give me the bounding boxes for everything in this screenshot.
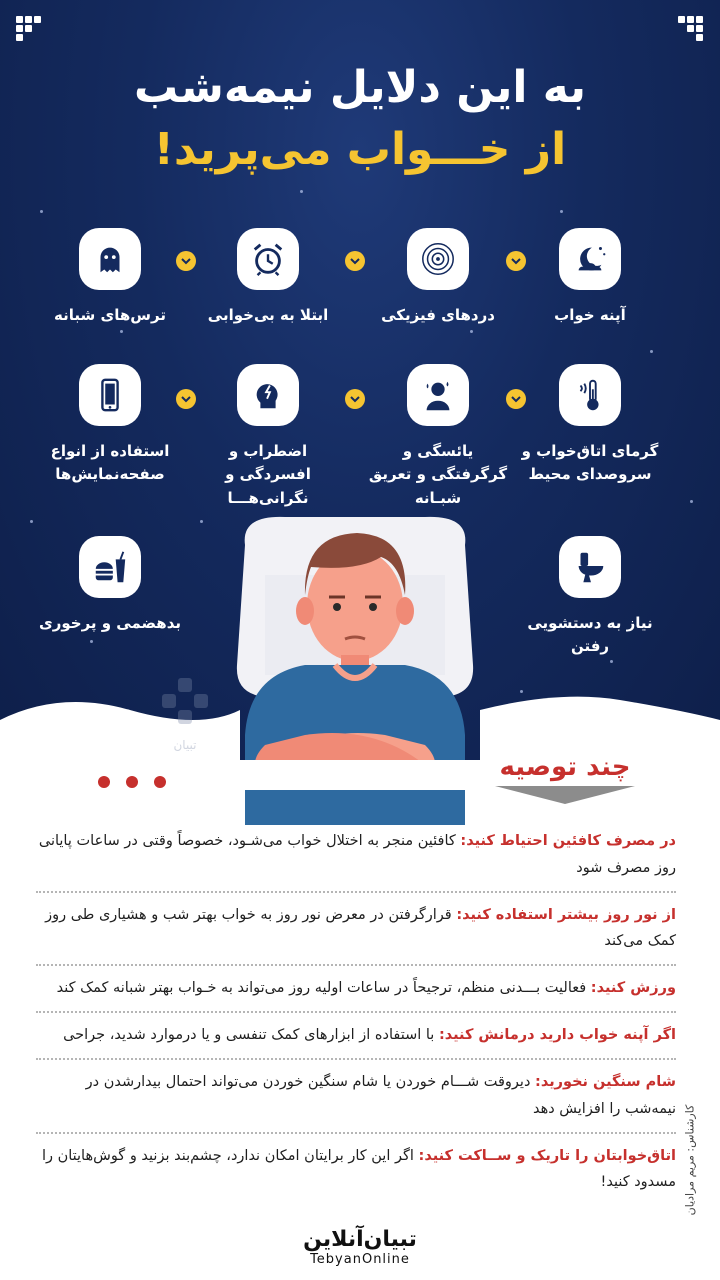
recommendation-item: ورزش کنید: فعالیت بـــدنی منظم، ترجیحاً در ساعات اولیه روز می‌تواند به خـواب بهتر شبانه کمک کند xyxy=(36,975,676,1013)
cause-screens xyxy=(35,364,185,487)
recommendation-item: اگر آپنه خواب دارید درمانش کنید: با استفاده از ابزارهای کمک تنفسی و یا درموارد شدید، جراحی xyxy=(36,1022,676,1060)
recommendations-title xyxy=(480,752,650,804)
cause-room-heat-noise xyxy=(515,364,665,487)
tebyan-watermark xyxy=(160,676,210,752)
cause-label: بدهضمی و پرخوری xyxy=(38,614,182,632)
anxious-head-icon xyxy=(237,364,299,426)
recommendation-item: اتاق‌خوابتان را تاریک و ســاکت کنید: اگر این کار برایتان امکان ندارد، چشم‌بند بزنید و گوش‌هایتان را مسدود کنید! xyxy=(41,1147,676,1191)
chevron-down-icon xyxy=(506,251,526,271)
recommendation-item: شام سنگین نخورید: دیروقت شـــام خوردن یا شام سنگین خوردن می‌تواند احتمال بیدارشدن در نیمه‌شب را افزایش دهد xyxy=(36,1069,676,1134)
pain-waves-icon xyxy=(407,228,469,290)
cause-label: دردهای فیزیکی xyxy=(381,306,495,324)
title-line-1: به این دلایل نیمه‌شب xyxy=(133,62,586,113)
cause-label: آپنه خواب xyxy=(554,306,626,324)
chevron-down-icon xyxy=(176,251,196,271)
chevron-down-icon xyxy=(176,389,196,409)
cause-label: استفاده از انواع صفحه‌نمایش‌ها xyxy=(50,442,170,484)
cause-label: گرمای اتاق‌خواب و سروصدای محیط xyxy=(521,442,659,484)
thermometer-icon xyxy=(559,364,621,426)
recommendations-title-text: چند توصیه xyxy=(499,752,631,782)
credit xyxy=(680,1080,700,1240)
cause-label: ترس‌های شبانه xyxy=(54,306,166,324)
sweating-person-icon xyxy=(407,364,469,426)
alarm-clock-icon xyxy=(237,228,299,290)
brand-logo xyxy=(0,1228,720,1267)
cause-label: یائسگی و گرگرفتگی و تعریق شبـانه xyxy=(368,442,508,507)
chevron-down-icon xyxy=(345,251,365,271)
moon-stars-icon xyxy=(559,228,621,290)
cause-label: اضطراب و افسردگی و نگرانی‌هـــا xyxy=(225,442,311,507)
pattern-icon-right xyxy=(678,16,704,42)
cause-menopause xyxy=(363,364,513,510)
recommendations-list xyxy=(36,828,676,1214)
cause-label: ابتلا به بی‌خوابی xyxy=(207,306,329,324)
fast-food-icon xyxy=(79,536,141,598)
ghost-icon xyxy=(79,228,141,290)
cause-label: نیاز به دستشویی رفتن xyxy=(527,614,653,656)
chevron-down-icon xyxy=(506,389,526,409)
watermark-text: تبیان xyxy=(173,738,197,752)
ellipsis-icon xyxy=(98,774,170,790)
cause-bathroom xyxy=(515,536,665,659)
title-line-2: از خـــواب می‌پرید! xyxy=(153,124,567,175)
recommendation-item: از نور روز بیشتر استفاده کنید: قرارگرفتن در معرض نور روز به خواب بهتر شب و هشیاری طی روز کمک می‌کند xyxy=(36,902,676,967)
brand-name-fa: تبیان‌آنلاین xyxy=(303,1227,417,1252)
recommendation-item: در مصرف کافئین احتیاط کنید: کافئین منجر به اختلال خواب می‌شـود، خصوصاً وقتی در ساعات پایانی روز مصرف شود xyxy=(36,828,676,893)
smartphone-icon xyxy=(79,364,141,426)
cause-anxiety xyxy=(193,364,343,510)
chevron-down-icon xyxy=(345,389,365,409)
cause-night-terrors xyxy=(35,228,185,327)
pointer-triangle xyxy=(495,786,635,804)
cause-insomnia xyxy=(193,228,343,327)
cause-sleep-apnea xyxy=(515,228,665,327)
toilet-icon xyxy=(559,536,621,598)
credit-text: کارشناس: مریم مرادیان xyxy=(683,1104,697,1216)
cause-physical-pain xyxy=(363,228,513,327)
pattern-icon-left xyxy=(16,16,42,42)
brand-name-en: TebyanOnline xyxy=(310,1252,410,1268)
cause-overeating xyxy=(35,536,185,635)
